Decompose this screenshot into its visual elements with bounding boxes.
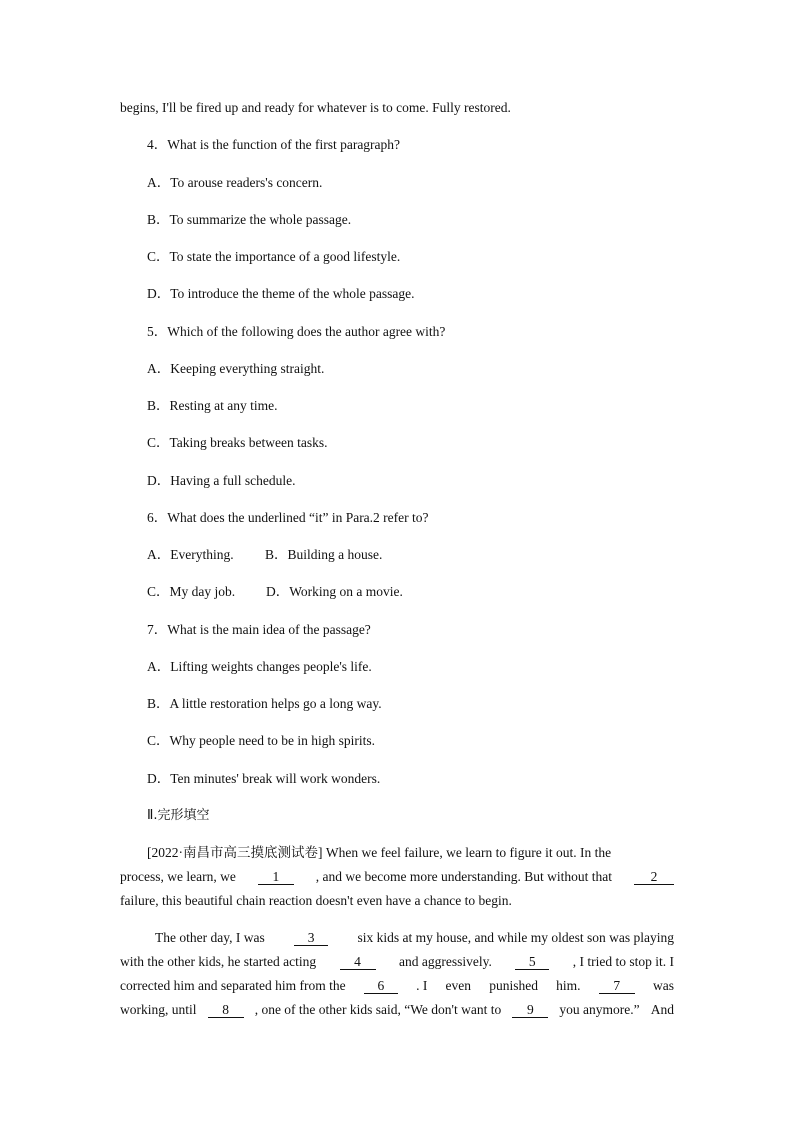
q6-option-c: C．My day job.	[147, 584, 236, 599]
cloze-text: even	[445, 978, 472, 993]
cloze-blank-8[interactable]: 8	[208, 1003, 244, 1018]
cloze-text: and aggressively.	[398, 954, 492, 969]
q7-option-d: D．Ten minutes' break will work wonders.	[147, 771, 381, 786]
cloze-text: him.	[556, 978, 581, 993]
cloze-text: , I tried to stop it. I	[572, 954, 674, 969]
cloze-blank-2[interactable]: 2	[634, 870, 674, 885]
question-7: 7．What is the main idea of the passage?	[147, 622, 371, 637]
cloze-text: , one of the other kids said, “We don't want to	[254, 1002, 502, 1017]
cloze-blank-7[interactable]: 7	[599, 979, 635, 994]
question-6: 6．What does the underlined “it” in Para.2 refer to?	[147, 510, 429, 525]
cloze-line	[120, 870, 674, 885]
q4-option-c: C．To state the importance of a good lifestyle.	[147, 249, 401, 264]
q7-option-c: C．Why people need to be in high spirits.	[147, 733, 375, 748]
cloze-text: The other day, I was	[155, 930, 265, 945]
q6-option-a: A．Everything.	[147, 547, 234, 562]
cloze-text: [2022·南昌市高三摸底测试卷] When we feel failure, we learn to figure it out. In the	[147, 845, 612, 860]
cloze-text: punished	[489, 978, 538, 993]
cloze-text: And	[650, 1002, 674, 1017]
cloze-text: . I	[416, 978, 428, 993]
cloze-line	[120, 955, 674, 970]
cloze-blank-9[interactable]: 9	[512, 1003, 548, 1018]
q7-option-a: A．Lifting weights changes people's life.	[147, 659, 372, 674]
cloze-text: working, until	[120, 1002, 197, 1017]
q4-option-a: A．To arouse readers's concern.	[147, 175, 323, 190]
cloze-blank-3[interactable]: 3	[294, 931, 328, 946]
cloze-blank-1[interactable]: 1	[258, 870, 294, 885]
section-title: Ⅱ.完形填空	[147, 808, 210, 823]
cloze-text: was	[652, 978, 674, 993]
cloze-blank-5[interactable]: 5	[515, 955, 549, 970]
question-4: 4．What is the function of the first paragraph?	[147, 137, 401, 152]
q7-option-b: B．A little restoration helps go a long way.	[147, 696, 382, 711]
cloze-text: with the other kids, he started acting	[120, 954, 317, 969]
q5-option-b: B．Resting at any time.	[147, 398, 278, 413]
question-5: 5．Which of the following does the author agree with?	[147, 324, 446, 339]
cloze-text: six kids at my house, and while my oldest son was playing	[357, 930, 674, 945]
cloze-blank-4[interactable]: 4	[340, 955, 376, 970]
passage-continuation: begins, I'll be fired up and ready for whatever is to come. Fully restored.	[120, 100, 511, 115]
cloze-line	[120, 1003, 674, 1018]
q4-option-d: D．To introduce the theme of the whole passage.	[147, 286, 415, 301]
cloze-text: process, we learn, we	[120, 869, 236, 884]
cloze-line	[147, 846, 675, 860]
q6-option-b: B．Building a house.	[265, 547, 383, 562]
q5-option-d: D．Having a full schedule.	[147, 473, 296, 488]
cloze-text: , and we become more understanding. But without that	[315, 869, 612, 884]
q5-option-a: A．Keeping everything straight.	[147, 361, 325, 376]
cloze-text: failure, this beautiful chain reaction doesn't even have a chance to begin.	[120, 893, 512, 908]
cloze-blank-6[interactable]: 6	[364, 979, 398, 994]
cloze-text: corrected him and separated him from the	[120, 978, 346, 993]
q4-option-b: B．To summarize the whole passage.	[147, 212, 352, 227]
cloze-line	[155, 931, 674, 946]
q5-option-c: C．Taking breaks between tasks.	[147, 435, 328, 450]
cloze-line	[120, 979, 674, 994]
cloze-text: you anymore.”	[559, 1002, 640, 1017]
q6-option-d: D．Working on a movie.	[266, 584, 403, 599]
